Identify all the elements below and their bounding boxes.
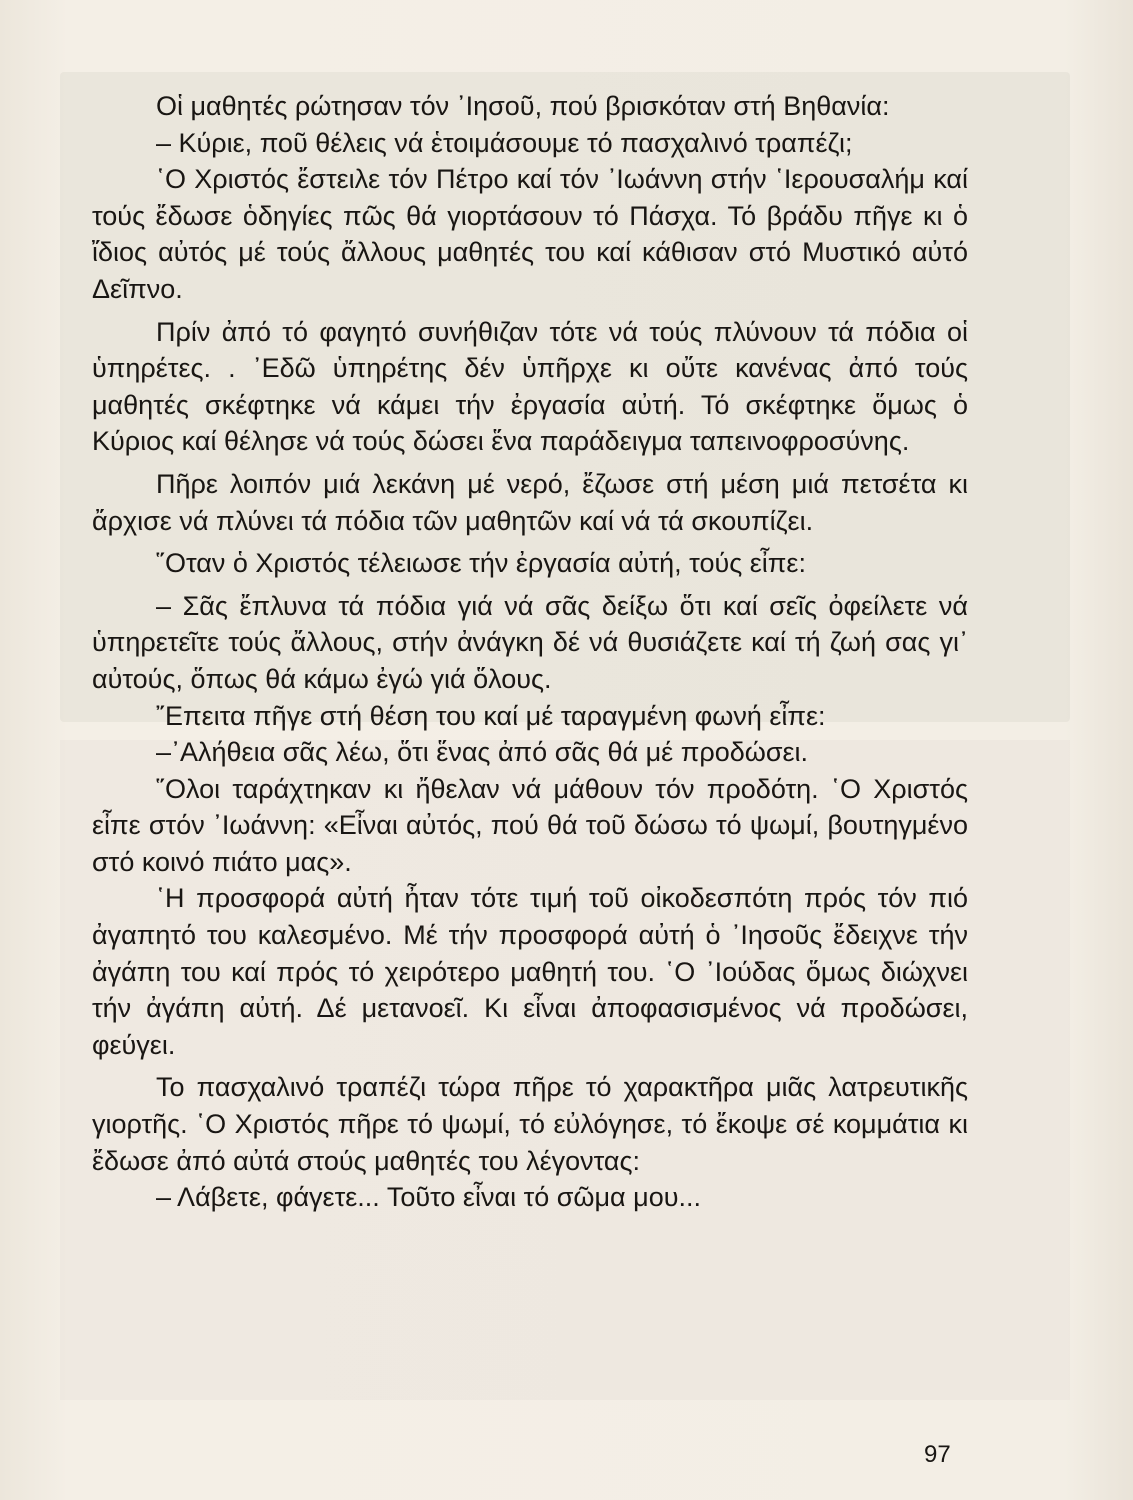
paragraph-7: – Σᾶς ἔπλυνα τά πόδια γιά νά σᾶς δείξω ὅτι καί σεῖς ὀφείλετε νά ὑπηρετεῖτε τούς ἄλλους, στήν ἀνάγκη δέ νά θυσιάζετε καί τή ζωή σας γι᾿ αὐτούς, ὅπως θά κάμω ἐγώ γιά ὅλους.: [92, 590, 968, 694]
paragraph-1: Οἱ μαθητές ρώτησαν τόν ᾿Ιησοῦ, πού βρισκόταν στή Βηθανία:: [156, 91, 890, 121]
paragraph-4: Πρίν ἀπό τό φαγητό συνήθιζαν τότε νά τούς πλύνουν τά πόδια οἱ ὑπηρέτες. . ᾿Εδῶ ὑπηρέτης δέν ὑπῆρχε κι οὔτε κανένας ἀπό τούς μαθητές σκέφτηκε νά κάμει τήν ἐργασία αὐτή. Τό σκέφτηκε ὅμως ὁ Κύριος καί θέλησε νά τούς δώσει ἕνα παράδειγμα ταπεινοφροσύνης.: [92, 316, 968, 457]
paragraph-2: – Κύριε, ποῦ θέλεις νά ἑτοιμάσουμε τό πασχαλινό τραπέζι;: [156, 127, 853, 158]
paragraph-9: –᾿Αλήθεια σᾶς λέω, ὅτι ἕνας ἀπό σᾶς θά μέ προδώσει.: [156, 737, 809, 768]
paragraph-11: ῾Η προσφορά αὐτή ἦταν τότε τιμή τοῦ οἰκοδεσπότη πρός τόν πιό ἀγαπητό του καλεσμένο. Μέ τήν προσφορά αὐτή ὁ ᾿Ιησοῦς ἔδειχνε τήν ἀγάπη του καί πρός τό χειρότερο μαθητή του. ῾Ο ᾿Ιούδας ὅμως διώχνει τήν ἀγάπη αὐτή. Δέ μετανοεῖ. Κι εἶναι ἀποφασισμένος νά προδώσει, φεύγει.: [92, 883, 968, 1060]
paragraph-13: – Λάβετε, φάγετε... Τοῦτο εἶναι τό σῶμα μου...: [156, 1182, 702, 1213]
paragraph-8: ῎Επειτα πῆγε στή θέση του καί μέ ταραγμένη φωνή εἶπε:: [156, 700, 826, 731]
paragraph-5: Πῆρε λοιπόν μιά λεκάνη μέ νερό, ἔζωσε στή μέση μιά πετσέτα κι ἄρχισε νά πλύνει τά πόδια τῶν μαθητῶν καί νά τά σκουπίζει.: [92, 468, 968, 536]
paragraph-10: ῞Ολοι ταράχτηκαν κι ἤθελαν νά μάθουν τόν προδότη. ῾Ο Χριστός εἶπε στόν ᾿Ιωάννη: «Εἶναι αὐτός, πού θά τοῦ δώσω τό ψωμί, βουτηγμένο στό κοινό πιάτο μας».: [92, 773, 968, 877]
paragraph-3: ῾Ο Χριστός ἔστειλε τόν Πέτρο καί τόν ᾿Ιωάννη στήν ῾Ιερουσαλήμ καί τούς ἔδωσε ὁδηγίες πῶς θά γιορτάσουν τό Πάσχα. Τό βράδυ πῆγε κι ὁ ἴδιος αὐτός μέ τούς ἄλλους μαθητές του καί κάθισαν στό Μυστικό αὐτό Δεῖπνο.: [92, 164, 968, 304]
paragraph-12: Το πασχαλινό τραπέζι τώρα πῆρε τό χαρακτῆρα μιᾶς λατρευτικῆς γιορτῆς. ῾Ο Χριστός πῆρε τό ψωμί, τό εὐλόγησε, τό ἔκοψε σέ κομμάτια κι ἔδωσε ἀπό αὐτά στούς μαθητές του λέγοντας:: [92, 1072, 968, 1176]
paragraph-6: ῞Οταν ὁ Χριστός τέλειωσε τήν ἐργασία αὐτή, τούς εἶπε:: [156, 548, 806, 579]
page-number: 97: [924, 1441, 951, 1468]
body-text: [92, 88, 968, 1216]
